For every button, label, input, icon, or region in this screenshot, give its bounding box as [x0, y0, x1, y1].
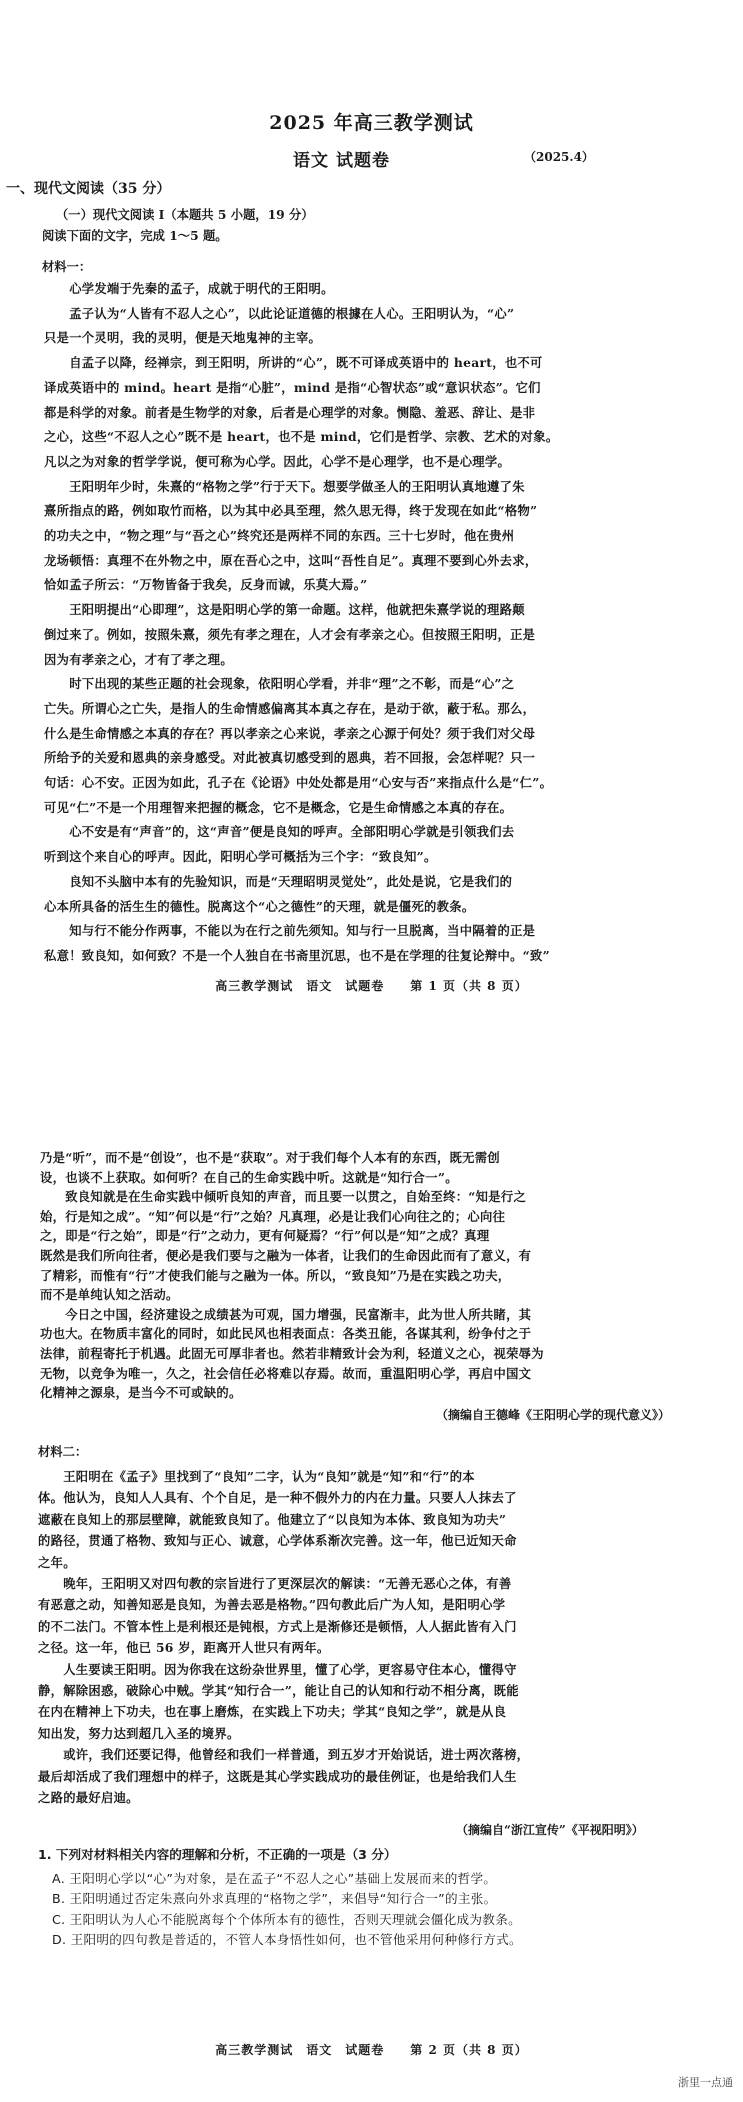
text-line: 句话：心不安。正因为如此，孔子在《论语》中处处都是用“心安与否”来指点什么是“仁”。: [44, 775, 553, 790]
text-line: 倒过来了。例如，按照朱熹，须先有孝之理在，人才会有孝亲之心。但按照王阳明，正是: [44, 626, 536, 642]
text-line: 私意！致良知，如何致？不是一个人独自在书斋里沉思，也不是在学理的往复论辩中。“致”: [44, 947, 551, 963]
text-line: 静，解除困惑，破除心中贼。学其“知行合一”，能让自己的认知和行动不相分离，既能: [38, 1683, 519, 1698]
answer-option: C. 王阳明认为人心不能脱离每个个体所本有的德性，否则天理就会僵化成为教条。: [52, 1911, 521, 1927]
text-line: 之年。: [38, 1554, 76, 1570]
text-line: 晚年，王阳明又对四句教的宗旨进行了更深层次的解读：“无善无恶心之体，有善: [38, 1576, 512, 1591]
text-line: 都是科学的对象。前者是生物学的对象，后者是心理学的对象。恻隐、羞恶、辞让、是非: [44, 404, 536, 420]
text-line: 之心，这些“不忍人之心”既不是 heart，也不是 mind，它们是哲学、宗教、艺术的对象。: [44, 429, 559, 445]
instruction: 阅读下面的文字，完成 1～5 题。: [42, 228, 228, 243]
exam-date: （2025.4）: [524, 150, 594, 164]
text-line: 致良知就是在生命实践中倾听良知的声音，而且要一以贯之，自始至终：“知是行之: [40, 1189, 527, 1205]
text-line: 知与行不能分作两事，不能以为在行之前先须知。知与行一旦脱离，当中隔着的正是: [44, 923, 536, 939]
text-line: 有恶意之动，知善知恶是良知，为善去恶是格物。”四句教此后广为人知，是阳明心学: [38, 1597, 506, 1613]
text-line: 知出发，努力达到超几入圣的境界。: [38, 1725, 240, 1741]
text-line: 无物，以竞争为唯一，久之，社会信任必将难以存焉。故而，重温阳明心学，再启中国文: [40, 1365, 532, 1381]
text-line: 的功夫之中，“物之理”与“吾之心”终究还是两样不同的东西。三十七岁时，他在贵州: [44, 528, 515, 543]
text-line: 之，即是“行之始”，即是“行”之动力，更有何疑焉？“行”何以是“知”之成？真理: [40, 1228, 490, 1244]
page-footer-1: 高三教学测试 语文 试题卷 第 1 页（共 8 页）: [215, 979, 528, 993]
text-line: 乃是“听”，而不是“创设”，也不是“获取”。对于我们每个人本有的东西，既无需创: [40, 1150, 500, 1165]
section-heading: 一、现代文阅读（35 分）: [6, 181, 171, 197]
text-line: 法律，前程寄托于机遇。此固无可厚非者也。然若非精致计会为利，轻道义之心，视荣辱为: [40, 1346, 544, 1361]
text-line: 什么是生命情感之本真的存在？再以孝亲之心来说，孝亲之心源于何处？须于我们对父母: [44, 725, 536, 741]
text-line: 亡失。所谓心之亡失，是指人的生命情感偏离其本真之存在，是动于欲，蔽于私。那么，: [44, 700, 536, 716]
answer-option: A. 王阳明心学以“心”为对象，是在孟子“不忍人之心”基础上发展而来的哲学。: [52, 1871, 497, 1886]
watermark: 浙里一点通: [678, 2076, 733, 2089]
text-line: 遮蔽在良知上的那层壁障，就能致良知了。他建立了“以良知为本体、致良知为功夫”: [38, 1511, 507, 1527]
text-line: 所给予的关爱和恩典的亲身感受。对此被真切感受到的恩典，若不回报，会怎样呢？只一: [44, 750, 536, 766]
text-line: 自孟子以降，经禅宗，到王阳明，所讲的“心”，既不可译成英语中的 heart，也不可: [44, 355, 543, 371]
text-line: 既然是我们所向往者，便必是我们要与之融为一体者，让我们的生命因此而有了意义，有: [40, 1248, 532, 1263]
text-line: 王阳明提出“心即理”，这是阳明心学的第一命题。这样，他就把朱熹学说的理路颠: [44, 602, 525, 618]
text-line: 或许，我们还要记得，他曾经和我们一样普通，到五岁才开始说话，进士两次落榜，: [38, 1747, 530, 1763]
material2-label: 材料二：: [38, 1444, 88, 1459]
text-line: 心不安是有“声音”的，这“声音”便是良知的呼声。全部阳明心学就是引领我们去: [44, 824, 515, 840]
material1-label: 材料一：: [42, 259, 92, 274]
exam-page-1: [0, 0, 743, 1000]
text-line: 最后却活成了我们理想中的样子，这既是其心学实践成功的最佳例证，也是给我们人生: [38, 1768, 517, 1784]
text-line: 心本所具备的活生生的德性。脱离这个“心之德性”的天理，就是僵死的教条。: [44, 898, 475, 914]
text-line: 凡以之为对象的哲学学说，便可称为心学。因此，心学不是心理学，也不是心理学。: [44, 453, 511, 469]
page-footer-2: 高三教学测试 语文 试题卷 第 2 页（共 8 页）: [215, 2043, 528, 2057]
exam-title: 2025 年高三教学测试: [269, 112, 474, 134]
text-line: 只是一个灵明，我的灵明，便是天地鬼神的主宰。: [44, 330, 322, 346]
text-line: 今日之中国，经济建设之成绩甚为可观，国力增强，民富渐丰，此为世人所共睹，其: [40, 1306, 532, 1322]
text-line: 人生要读王阳明。因为你我在这纷杂世界里，懂了心学，更容易守住本心，懂得守: [38, 1661, 517, 1677]
text-line: 因为有孝亲之心，才有了孝之理。: [44, 651, 233, 667]
sub-heading: （一）现代文阅读 I（本题共 5 小题，19 分）: [56, 207, 314, 222]
text-line: 之径。这一年，他已 56 岁，距离开人世只有两年。: [38, 1640, 330, 1656]
text-line: 听到这个来自心的呼声。因此，阳明心学可概括为三个字：“致良知”。: [44, 849, 437, 865]
text-line: 在内在精神上下功夫，也在事上磨炼，在实践上下功夫；学其“良知之学”，就是从良: [38, 1704, 507, 1720]
text-line: 之路的最好启迪。: [38, 1790, 139, 1805]
text-line: 了精彩，而惟有“行”才使我们能与之融为一体。所以，“致良知”乃是在实践之功夫，: [40, 1267, 511, 1283]
text-line: 化精神之源泉，是当今不可或缺的。: [40, 1385, 242, 1401]
source-citation-2: （摘编自“浙江宣传”《平视阳明》）: [456, 1823, 644, 1837]
text-line: 译成英语中的 mind。heart 是指“心脏”，mind 是指“心智状态”或“意识状态”。它们: [44, 379, 541, 395]
text-line: 王阳明在《孟子》里找到了“良知”二字，认为“良知”就是“知”和“行”的本: [38, 1469, 475, 1484]
subject-title: 语文 试题卷: [293, 151, 390, 171]
text-line: 可见“仁”不是一个用理智来把握的概念，它不是概念，它是生命情感之本真的存在。: [44, 799, 513, 815]
exam-page-2: [0, 1125, 743, 2060]
text-line: 体。他认为，良知人人具有、个个自足，是一种不假外力的内在力量。只要人人抹去了: [38, 1490, 517, 1506]
answer-option: D. 王阳明的四句教是普适的，不管人本身悟性如何，也不管他采用何种修行方式。: [52, 1932, 522, 1948]
text-line: 心学发端于先秦的孟子，成就于明代的王阳明。: [44, 281, 334, 296]
text-line: 的不二法门。不管本性上是利根还是钝根，方式上是渐修还是顿悟，人人据此皆有入门: [38, 1618, 517, 1634]
text-line: 设，也谈不上获取。如何听？在自己的生命实践中听。这就是“知行合一”。: [40, 1169, 458, 1185]
text-line: 恰如孟子所云：“万物皆备于我矣，反身而诚，乐莫大焉。”: [44, 577, 368, 593]
text-line: 良知不头脑中本有的先验知识，而是“天理昭明灵觉处”，此处是说，它是我们的: [44, 873, 513, 889]
text-line: 始，行是知之成”。“知”何以是“行”之始？凡真理，必是让我们心向往之的；心向往: [40, 1208, 506, 1224]
question-1-stem: 1. 下列对材料相关内容的理解和分析，不正确的一项是（3 分）: [38, 1847, 397, 1862]
text-line: 龙场顿悟：真理不在外物之中，原在吾心之中，这叫“吾性自足”。真理不要到心外去求，: [44, 552, 538, 568]
text-line: 王阳明年少时，朱熹的“格物之学”行于天下。想要学做圣人的王阳明认真地遵了朱: [44, 478, 525, 494]
text-line: 的路径，贯通了格物、致知与正心、诚意，心学体系渐次完善。这一年，他已近知天命: [38, 1533, 517, 1549]
text-line: 时下出现的某些正题的社会现象，依阳明心学看，并非“理”之不彰，而是“心”之: [44, 676, 515, 692]
text-line: 孟子认为“人皆有不忍人之心”，以此论证道德的根據在人心。王阳明认为，“心”: [44, 305, 515, 321]
source-citation-1: （摘编自王德峰《王阳明心学的现代意义》）: [436, 1408, 671, 1422]
answer-option: B. 王阳明通过否定朱熹向外求真理的“格物之学”，来倡导“知行合一”的主张。: [52, 1891, 497, 1907]
text-line: 熹所指点的路，例如取竹而格，以为其中必具至理，然久思无得，终于发现在如此“格物”: [44, 503, 538, 519]
text-line: 而不是单纯认知之活动。: [40, 1287, 179, 1303]
text-line: 功也大。在物质丰富化的同时，如此民风也相表面点：各类丑能，各谋其利，纷争付之于: [40, 1326, 532, 1342]
